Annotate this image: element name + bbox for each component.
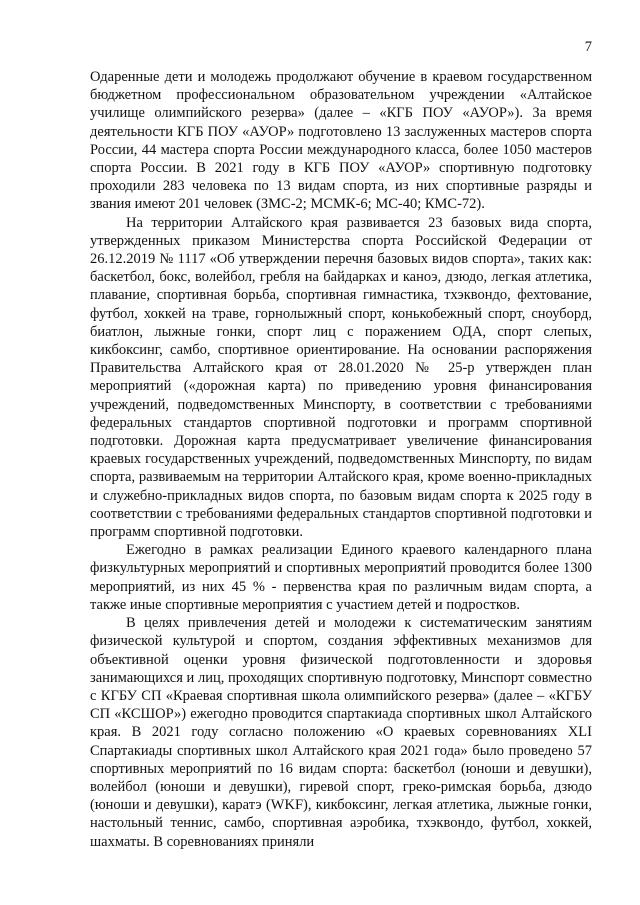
document-body <box>90 68 592 851</box>
paragraph-base-sports: На территории Алтайского края развивается 23 базовых вида спорта, утвержденных приказом Министерства спорта Российской Федерации от 26.12.2019 № 1117 «Об утверждении перечня базовых видов спорта», таких как: баскетбол, бокс, волейбол, гребля на байдарках и каноэ, дзюдо, легкая атлетика, плавание, спортивная борьба, спортивная гимнастика, тхэквондо, фехтование, футбол, хоккей на траве, горнолыжный спорт, конькобежный спорт, сноуборд, биатлон, лыжные гонки, спорт лиц с поражением ОДА, спорт слепых, кикбоксинг, самбо, спортивное ориентирование. На основании распоряжения Правительства Алтайского края от 28.01.2020 № 25-р утвержден план мероприятий («дорожная карта) по приведению уровня финансирования учреждений, подведомственных Минспорту, в соответствии с требованиями федеральных стандартов спортивной подготовки и программ спортивной подготовки. Дорожная карта предусматривает увеличение финансирования краевых государственных учреждений, подведомственных Минспорту, по видам спорта, развиваемым на территории Алтайского края, кроме военно-прикладных и служебно-прикладных видов спорта, по базовым видам спорта к 2025 году в соответствии с требованиями федеральных стандартов спортивной подготовки и программ спортивной подготовки. <box>90 214 592 541</box>
page-number: 7 <box>584 39 592 55</box>
paragraph-aupr: Одаренные дети и молодежь продолжают обучение в краевом государственном бюджетном профессиональном образовательном учреждении «Алтайское училище олимпийского резерва» (далее – «КГБ ПОУ «АУОР»). За время деятельности КГБ ПОУ «АУОР» подготовлено 13 заслуженных мастеров спорта России, 44 мастера спорта России международного класса, более 1050 мастеров спорта России. В 2021 году в КГБ ПОУ «АУОР» спортивную подготовку проходили 283 человека по 13 видам спорта, из них спортивные разряды и звания имеют 201 человек (ЗМС-2; МСМК-6; МС-40; КМС-72). <box>90 69 592 213</box>
paragraph-calendar-plan: Ежегодно в рамках реализации Единого краевого календарного плана физкультурных мероприятий и спортивных мероприятий проводится более 1300 мероприятий, из них 45 % - первенства края по различным видам спорта, а также иные спортивные мероприятия с участием детей и подростков. <box>90 542 592 613</box>
paragraph-spartakiada: В целях привлечения детей и молодежи к систематическим занятиям физической культурой и спортом, создания эффективных механизмов для объективной оценки уровня физической подготовленности и здоровья занимающихся и лиц, проходящих спортивную подготовку, Минспорт совместно с КГБУ СП «Краевая спортивная школа олимпийского резерва» (далее – «КГБУ СП «КСШОР») ежегодно проводится спартакиада спортивных школ Алтайского края. В 2021 году согласно положению «О краевых соревнованиях XLI Спартакиады спортивных школ Алтайского края 2021 года» было проведено 57 спортивных мероприятий по 16 видам спорта: баскетбол (юноши и девушки), волейбол (юноши и девушки), гиревой спорт, греко-римская борьба, дзюдо (юноши и девушки), каратэ (WKF), кикбоксинг, легкая атлетика, лыжные гонки, настольный теннис, самбо, спортивная аэробика, тхэквондо, футбол, хоккей, шахматы. В соревнованиях приняли <box>90 615 592 850</box>
